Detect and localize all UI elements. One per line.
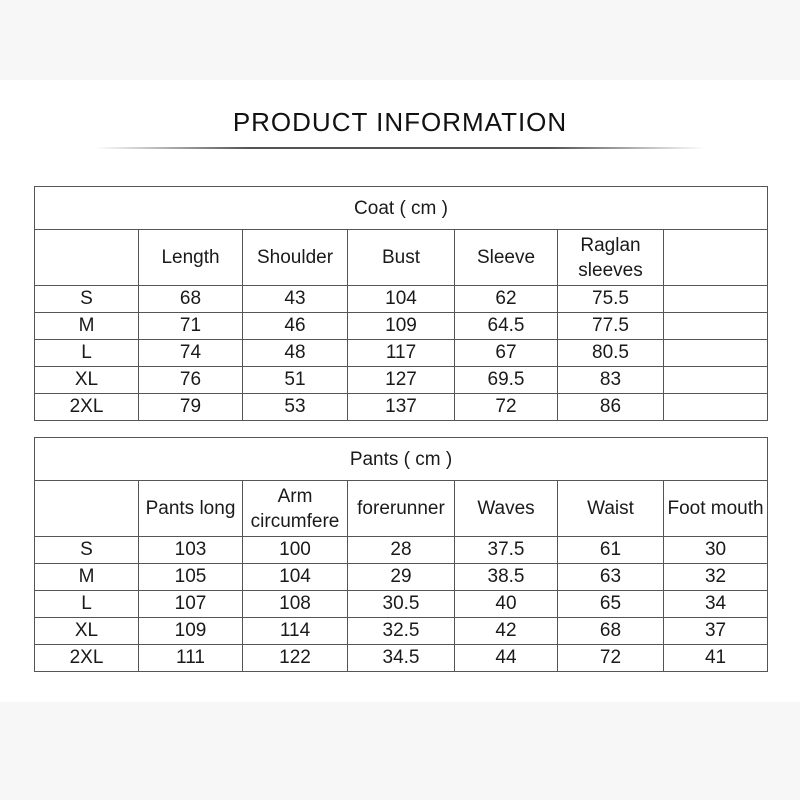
pants-table-cell: 34.5	[348, 645, 455, 672]
pants-size-label: 2XL	[35, 645, 139, 672]
coat-table-cell: 75.5	[558, 286, 664, 313]
coat-table-cell: 46	[243, 313, 348, 340]
pants-header-cell: Arm circumfere	[243, 481, 348, 537]
coat-table-cell: 48	[243, 340, 348, 367]
pants-table-cell: 42	[455, 618, 558, 645]
coat-table-cell: 72	[455, 394, 558, 421]
coat-size-label: M	[35, 313, 139, 340]
coat-size-label: 2XL	[35, 394, 139, 421]
coat-table-cell: 71	[139, 313, 243, 340]
coat-table-cell: 104	[348, 286, 455, 313]
pants-table-cell: 29	[348, 564, 455, 591]
pants-header-cell: forerunner	[348, 481, 455, 537]
coat-table-row	[35, 286, 768, 313]
pants-table-cell: 44	[455, 645, 558, 672]
pants-table-cell: 40	[455, 591, 558, 618]
coat-size-label: L	[35, 340, 139, 367]
pants-table-cell: 65	[558, 591, 664, 618]
pants-table-cell: 103	[139, 537, 243, 564]
pants-table-cell: 107	[139, 591, 243, 618]
pants-table-cell: 41	[664, 645, 768, 672]
coat-table-caption: Coat ( cm )	[35, 187, 768, 230]
pants-table-cell: 108	[243, 591, 348, 618]
pants-table-cell: 72	[558, 645, 664, 672]
coat-header-cell	[664, 230, 768, 286]
coat-table-cell: 80.5	[558, 340, 664, 367]
pants-header-cell: Waist	[558, 481, 664, 537]
coat-header-cell: Length	[139, 230, 243, 286]
pants-table-cell: 28	[348, 537, 455, 564]
pants-table-row	[35, 618, 768, 645]
pants-header-row	[35, 481, 768, 537]
product-information-sheet	[0, 80, 800, 702]
pants-size-label: M	[35, 564, 139, 591]
pants-table-cell: 109	[139, 618, 243, 645]
pants-table-row	[35, 537, 768, 564]
coat-header-row	[35, 230, 768, 286]
coat-table-cell: 43	[243, 286, 348, 313]
pants-table-cell: 68	[558, 618, 664, 645]
pants-header-cell: Foot mouth	[664, 481, 768, 537]
coat-size-table	[34, 186, 768, 421]
page-title: PRODUCT INFORMATION	[232, 107, 568, 137]
coat-table-cell: 67	[455, 340, 558, 367]
pants-table-cell: 32	[664, 564, 768, 591]
coat-table-row	[35, 367, 768, 394]
coat-table-cell: 62	[455, 286, 558, 313]
coat-table-cell: 76	[139, 367, 243, 394]
coat-table-cell	[664, 394, 768, 421]
pants-table-caption: Pants ( cm )	[35, 438, 768, 481]
coat-table-cell: 74	[139, 340, 243, 367]
pants-table-cell: 105	[139, 564, 243, 591]
pants-table-cell: 61	[558, 537, 664, 564]
coat-table-row	[35, 394, 768, 421]
pants-table-row	[35, 591, 768, 618]
pants-table-cell: 37.5	[455, 537, 558, 564]
coat-table-cell: 137	[348, 394, 455, 421]
coat-table-cell: 64.5	[455, 313, 558, 340]
pants-table-cell: 114	[243, 618, 348, 645]
coat-table-cell	[664, 286, 768, 313]
pants-header-cell: Pants long	[139, 481, 243, 537]
coat-table-cell: 79	[139, 394, 243, 421]
pants-table-cell: 122	[243, 645, 348, 672]
coat-size-label: XL	[35, 367, 139, 394]
coat-table-cell: 86	[558, 394, 664, 421]
coat-table-cell	[664, 367, 768, 394]
pants-table-cell: 38.5	[455, 564, 558, 591]
pants-table-cell: 111	[139, 645, 243, 672]
pants-table-cell: 37	[664, 618, 768, 645]
coat-table-cell: 127	[348, 367, 455, 394]
coat-header-cell: Raglan sleeves	[558, 230, 664, 286]
coat-header-cell	[35, 230, 139, 286]
coat-table-row	[35, 313, 768, 340]
pants-table-row	[35, 645, 768, 672]
pants-table-row	[35, 564, 768, 591]
coat-table-cell	[664, 313, 768, 340]
pants-table-cell: 30.5	[348, 591, 455, 618]
title-divider	[95, 147, 705, 149]
pants-size-label: S	[35, 537, 139, 564]
coat-table-cell: 83	[558, 367, 664, 394]
coat-table-cell: 68	[139, 286, 243, 313]
pants-table-cell: 104	[243, 564, 348, 591]
pants-size-table	[34, 437, 768, 672]
coat-header-cell: Sleeve	[455, 230, 558, 286]
coat-table-cell: 117	[348, 340, 455, 367]
coat-table-cell: 109	[348, 313, 455, 340]
pants-table-cell: 34	[664, 591, 768, 618]
coat-table-cell: 77.5	[558, 313, 664, 340]
pants-table-cell: 63	[558, 564, 664, 591]
coat-header-cell: Bust	[348, 230, 455, 286]
coat-table-row	[35, 340, 768, 367]
coat-table-cell: 69.5	[455, 367, 558, 394]
pants-size-label: XL	[35, 618, 139, 645]
coat-table-cell: 51	[243, 367, 348, 394]
pants-header-cell: Waves	[455, 481, 558, 537]
coat-size-label: S	[35, 286, 139, 313]
pants-table-cell: 100	[243, 537, 348, 564]
pants-table-cell: 32.5	[348, 618, 455, 645]
coat-header-cell: Shoulder	[243, 230, 348, 286]
coat-table-cell	[664, 340, 768, 367]
pants-table-cell: 30	[664, 537, 768, 564]
pants-header-cell	[35, 481, 139, 537]
pants-size-label: L	[35, 591, 139, 618]
coat-table-cell: 53	[243, 394, 348, 421]
